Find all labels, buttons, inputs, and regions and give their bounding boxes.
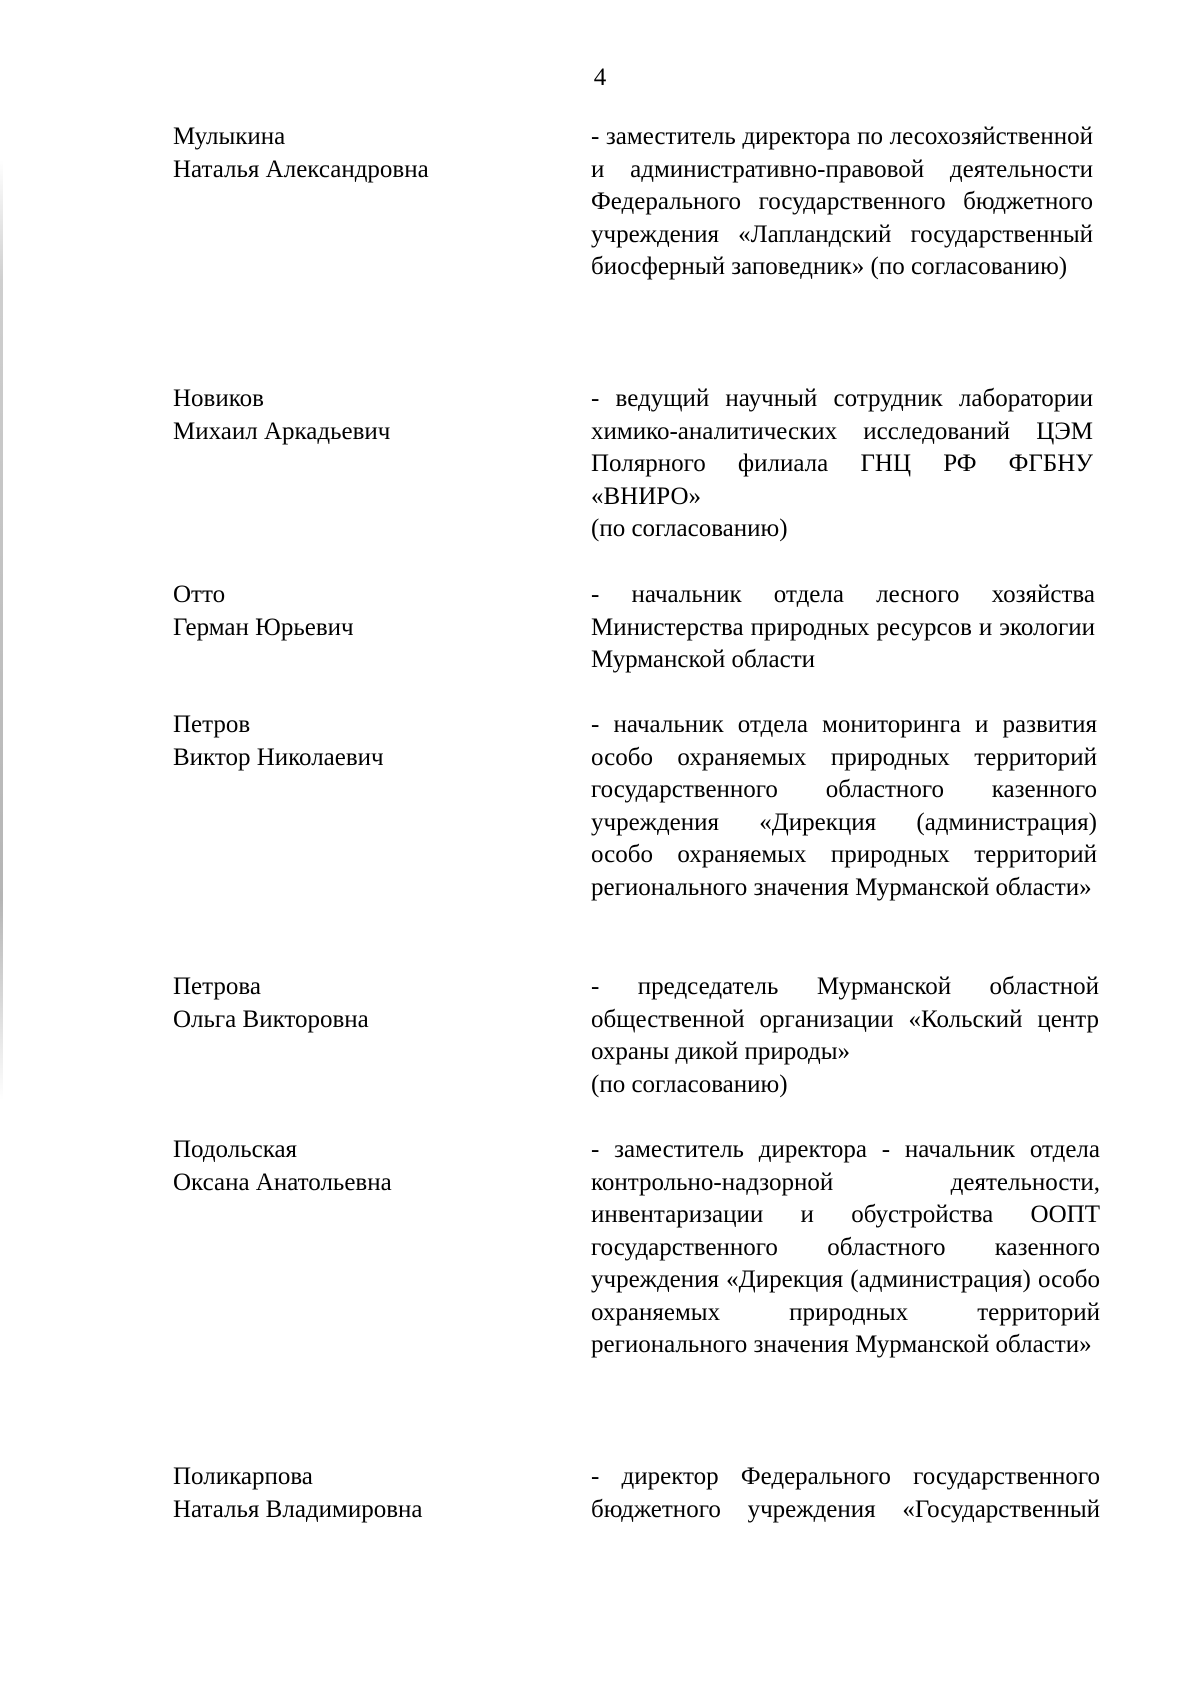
member-surname: Новиков bbox=[173, 385, 264, 412]
member-surname: Поликарпова bbox=[173, 1463, 313, 1490]
member-position: - ведущий научный сотрудник лаборатории химико-аналитических исследований ЦЭМ Полярного филиала ГНЦ РФ ФГБНУ «ВНИРО» bbox=[591, 385, 1093, 510]
member-given-names: Ольга Викторовна bbox=[173, 1005, 369, 1033]
member-given-names: Герман Юрьевич bbox=[173, 613, 354, 641]
member-name bbox=[173, 1134, 573, 1199]
member-given-names: Михаил Аркадьевич bbox=[173, 417, 391, 445]
member-name bbox=[173, 709, 573, 774]
member-given-names: Наталья Александровна bbox=[173, 155, 429, 183]
member-name bbox=[173, 971, 573, 1036]
member-given-names: Наталья Владимировна bbox=[173, 1495, 423, 1523]
member-position: - заместитель директора - начальник отдела контрольно-надзорной деятельности, инвентаризации и обустройства ООПТ государственного областного казенного учреждения «Дирекция (администрация) особо охраняемых природных территорий регионального значения Мурманской области» bbox=[591, 1136, 1100, 1358]
member-name bbox=[173, 579, 573, 644]
member-given-names: Виктор Николаевич bbox=[173, 743, 384, 771]
member-surname: Петров bbox=[173, 711, 251, 738]
member-name bbox=[173, 383, 573, 448]
member-position-note: (по согласованию) bbox=[591, 515, 788, 542]
member-position-note: (по согласованию) bbox=[591, 1070, 788, 1098]
member-name bbox=[173, 121, 573, 186]
scan-edge bbox=[0, 0, 3, 1699]
member-surname: Подольская bbox=[173, 1136, 298, 1163]
member-surname: Отто bbox=[173, 581, 226, 608]
member-surname: Мулыкина bbox=[173, 123, 286, 150]
member-given-names: Оксана Анатольевна bbox=[173, 1168, 392, 1196]
member-position: - начальник отдела мониторинга и развития особо охраняемых природных территорий государственного областного казенного учреждения «Дирекция (администрация) особо охраняемых природных территорий регионального значения Мурманской области» bbox=[591, 711, 1097, 901]
page-number: 4 bbox=[593, 64, 607, 91]
member-position: - председатель Мурманской областной общественной организации «Кольский центр охраны дикой природы» bbox=[591, 973, 1099, 1065]
member-position: - заместитель директора по лесохозяйственной и административно-правовой деятельности Федерального государственного бюджетного учреждения «Лапландский государственный биосферный заповедник» (по согласованию) bbox=[591, 123, 1093, 280]
member-position-block bbox=[591, 971, 1099, 1101]
member-name bbox=[173, 1461, 573, 1526]
member-surname: Петрова bbox=[173, 973, 261, 1000]
member-position-block bbox=[591, 383, 1093, 546]
member-position: - начальник отдела лесного хозяйства Министерства природных ресурсов и экологии Мурманской области bbox=[591, 581, 1095, 673]
member-position: - директор Федерального государственного бюджетного учреждения «Государственный bbox=[591, 1463, 1100, 1523]
